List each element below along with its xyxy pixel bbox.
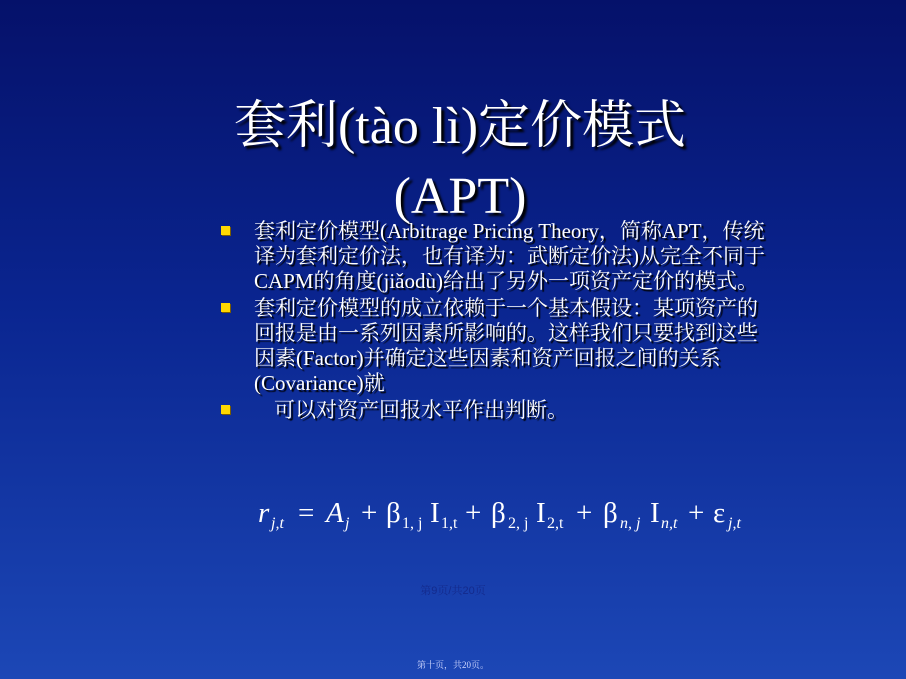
bullet-text: 套利定价模型(Arbitrage Pricing Theory，简称APT，传统译为套利定价法，也有译为：武断定价法)从完全不同于CAPM的角度(jiǎodù)给出了另外一项资产定价的模式。 xyxy=(254,219,765,293)
formula-r-sub: j,t xyxy=(271,515,284,532)
formula-I-1-sub: 1,t xyxy=(441,515,458,532)
formula-beta-1-sub: 1, j xyxy=(402,515,423,532)
bullet-item xyxy=(218,296,778,396)
formula-I-2-sub: 2,t xyxy=(547,515,564,532)
footer-note: 第十页，共20页。 xyxy=(416,660,489,670)
formula-epsilon-sub: j,t xyxy=(728,515,741,532)
bullet-text: 套利定价模型的成立依赖于一个基本假设：某项资产的回报是由一系列因素所影响的。这样我们只要找到这些因素(Factor)并确定这些因素和资产回报之间的关系(Covariance)就 xyxy=(254,296,758,395)
formula-beta-2-sub: 2, j xyxy=(508,515,529,532)
formula-plus-4: + xyxy=(688,497,705,529)
formula-beta-1: β xyxy=(386,497,401,529)
formula-beta-n: β xyxy=(603,497,618,529)
formula-equals: = xyxy=(298,497,315,529)
bullet-item xyxy=(218,398,778,423)
bullet-text: 可以对资产回报水平作出判断。 xyxy=(274,398,568,422)
formula-r: r xyxy=(258,497,270,529)
slide-title-line-2: (APT) xyxy=(393,168,527,225)
formula-epsilon: ε xyxy=(713,497,726,529)
slide-title xyxy=(150,92,770,232)
formula-beta-n-sub: n, j xyxy=(620,515,641,532)
formula-plus-2: + xyxy=(465,497,482,529)
apt-formula xyxy=(258,490,768,534)
formula-beta-2: β xyxy=(491,497,506,529)
formula-A-sub: j xyxy=(345,515,350,532)
formula-plus-1: + xyxy=(361,497,378,529)
slide-title-line-1: 套利(tào lì)定价模式 xyxy=(233,98,687,155)
bullet-square-icon xyxy=(221,405,230,414)
formula-I-n: I xyxy=(650,497,660,529)
formula-I-2: I xyxy=(536,497,546,529)
bullet-square-icon xyxy=(221,226,230,235)
bullet-item xyxy=(218,219,778,294)
bullet-list xyxy=(218,219,778,425)
formula-plus-3: + xyxy=(576,497,593,529)
formula-I-n-sub: n,t xyxy=(661,515,678,532)
bullet-square-icon xyxy=(221,303,230,312)
page-number: 第9页/共20页 xyxy=(420,585,486,597)
formula-A: A xyxy=(326,497,344,529)
formula-I-1: I xyxy=(430,497,440,529)
